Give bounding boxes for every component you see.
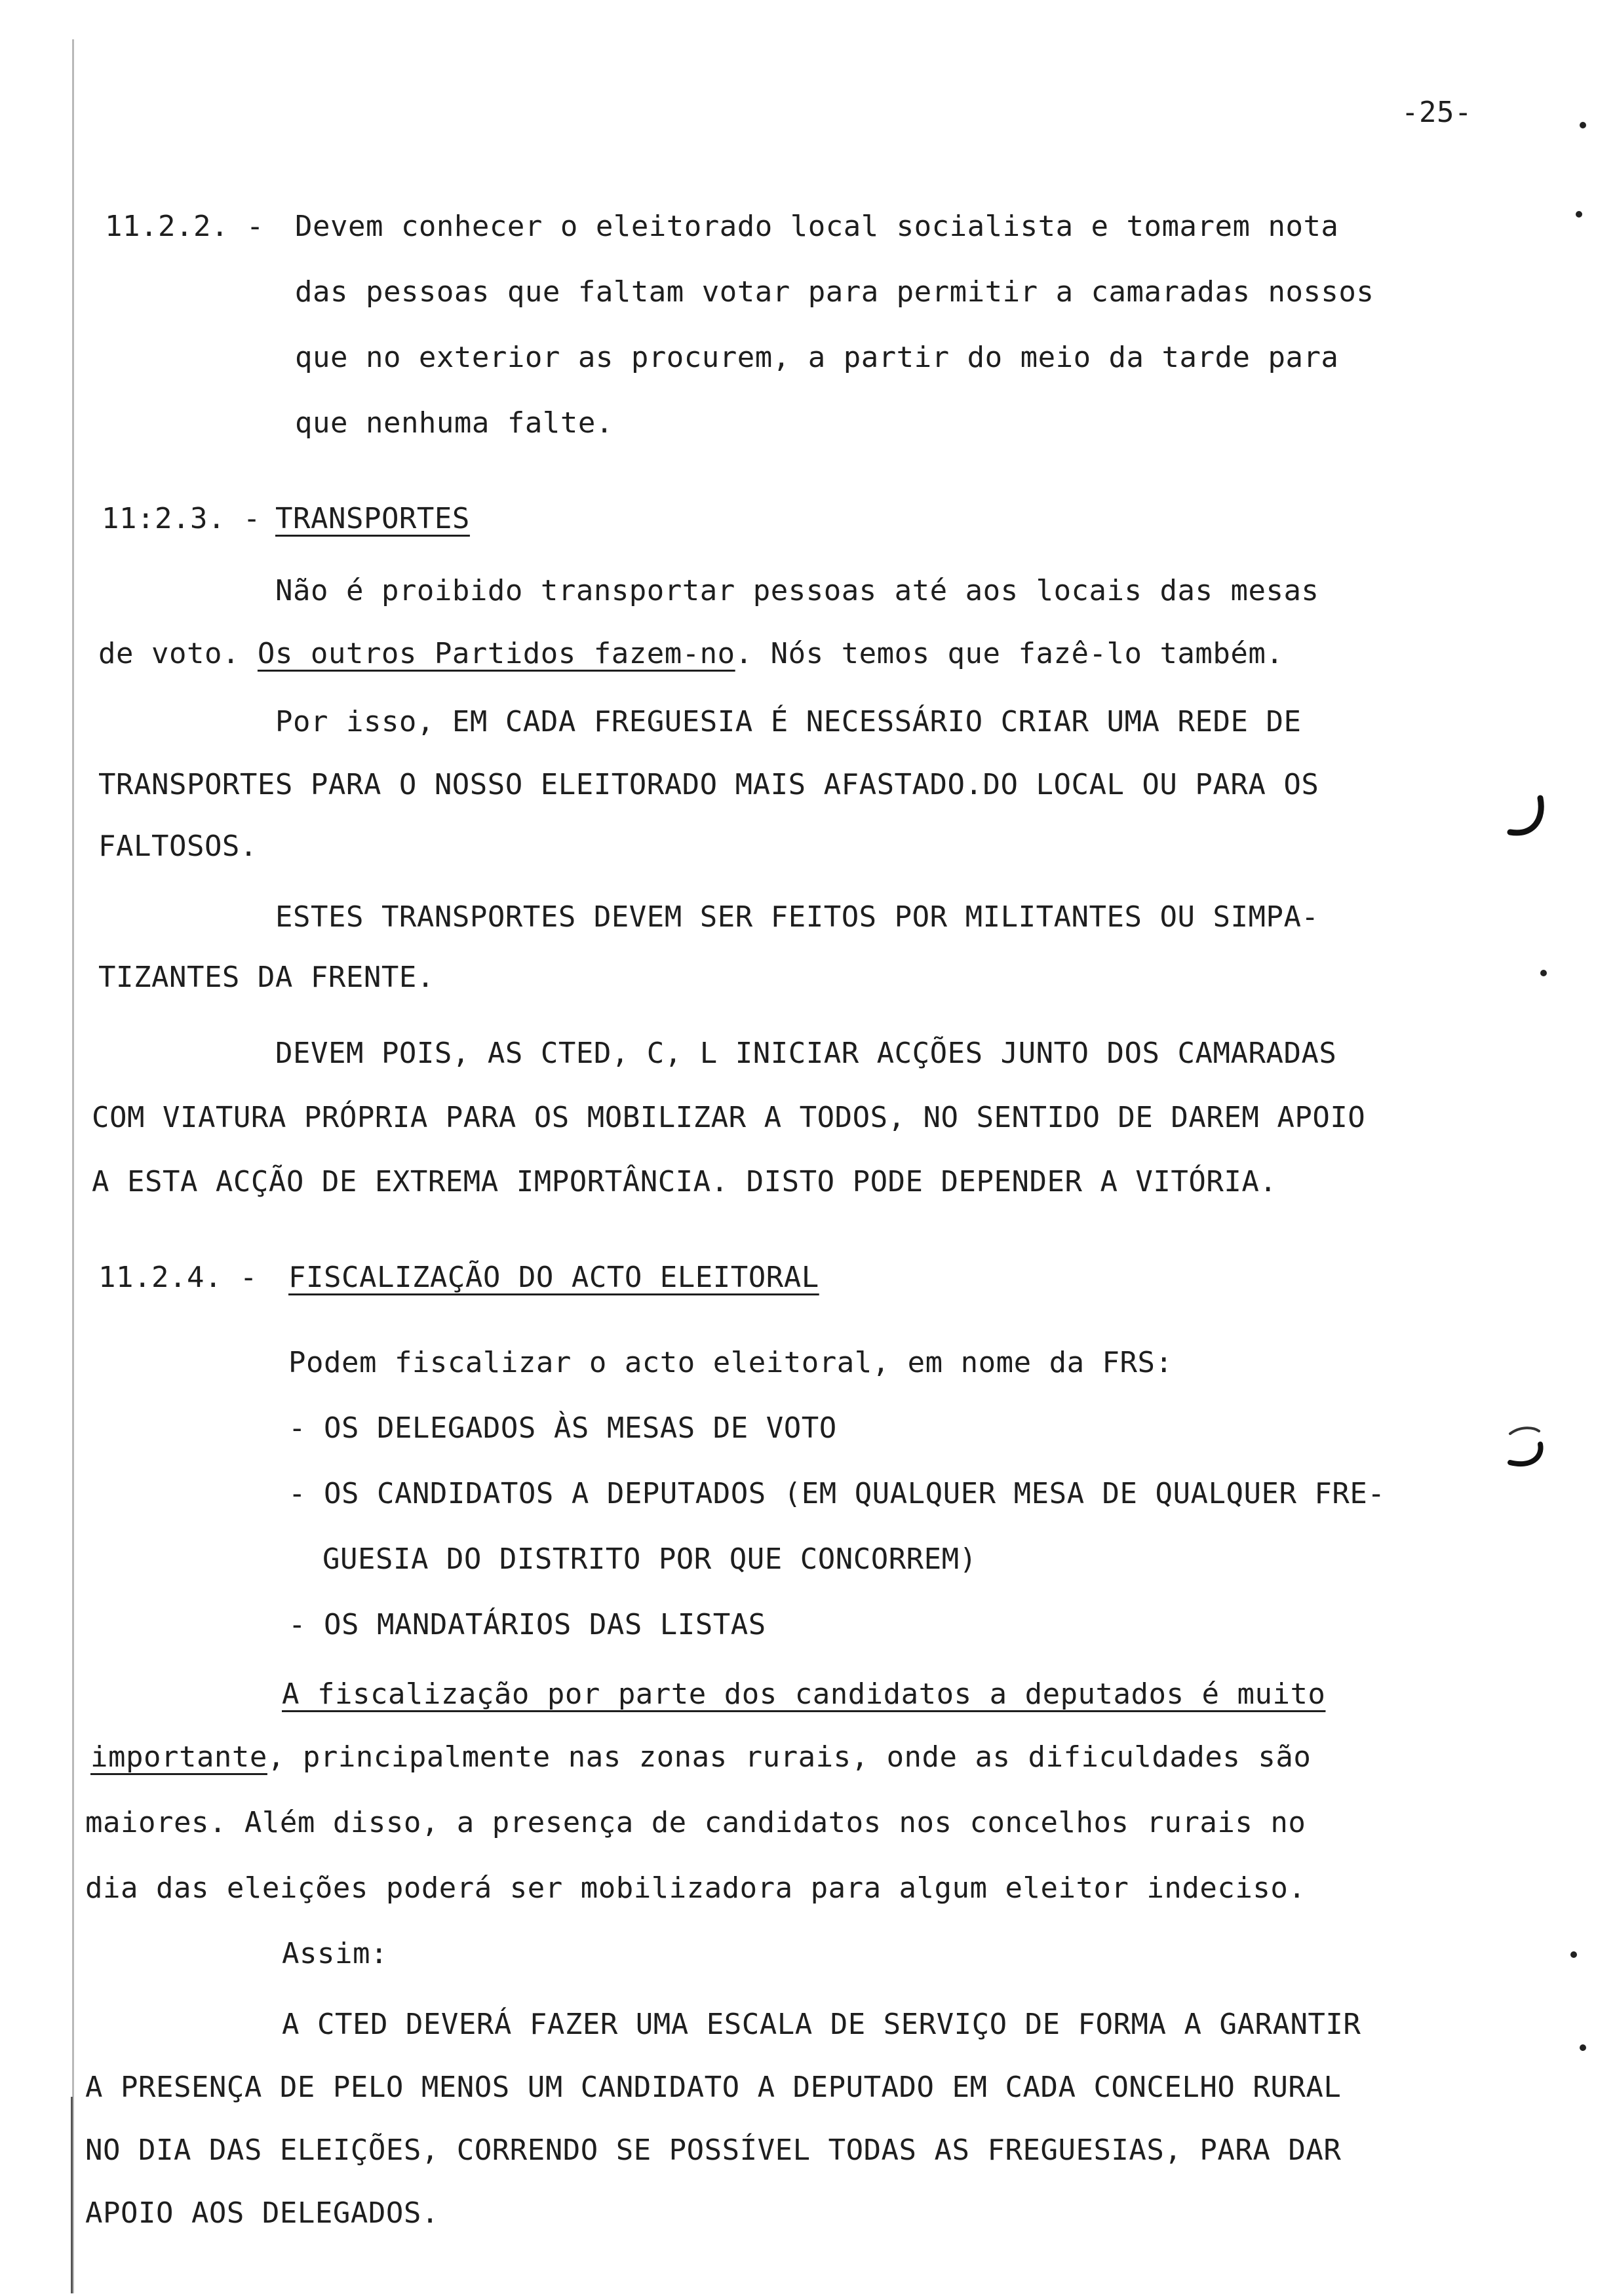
p1-underlined-phrase: Os outros Partidos fazem-no [257, 637, 735, 670]
binder-edge-dark-line [71, 2097, 73, 2293]
section-1122-line-3: que no exterior as procurem, a partir do meio da tarde para [295, 341, 1339, 374]
margin-dot [1576, 211, 1582, 218]
section-1124-p-underlined-line-1: A fiscalização por parte dos candidatos a deputados é muito [282, 1677, 1326, 1711]
section-1122-number: 11.2.2. - [105, 210, 264, 243]
section-1124-intro: Podem fiscalizar o acto eleitoral, em nome da FRS: [288, 1346, 1173, 1379]
section-1123-p4-line-2: COM VIATURA PRÓPRIA PARA OS MOBILIZAR A TODOS, NO SENTIDO DE DAREM APOIO [92, 1101, 1366, 1134]
margin-hook-mark [1501, 1422, 1553, 1474]
list-item-delegados: - OS DELEGADOS ÀS MESAS DE VOTO [288, 1411, 837, 1445]
section-1122-line-1: Devem conhecer o eleitorado local socialista e tomarem nota [295, 210, 1339, 243]
section-1123-p2-line-2: TRANSPORTES PARA O NOSSO ELEITORADO MAIS AFASTADO.DO LOCAL OU PARA OS [98, 768, 1319, 801]
section-1123-p4-line-1: DEVEM POIS, AS CTED, C, L INICIAR ACÇÕES JUNTO DOS CAMARADAS [275, 1037, 1337, 1070]
list-item-candidatos: - OS CANDIDATOS A DEPUTADOS (EM QUALQUER MESA DE QUALQUER FRE- [288, 1477, 1386, 1510]
section-1122-line-2: das pessoas que faltam votar para permitir a camaradas nossos [295, 275, 1374, 309]
binder-edge-line [72, 39, 74, 2293]
section-1123-p2-line-3: FALTOSOS. [98, 830, 258, 863]
section-1124-p-line-3: maiores. Além disso, a presença de candidatos nos concelhos rurais no [85, 1806, 1306, 1839]
final-line-2: A PRESENÇA DE PELO MENOS UM CANDIDATO A DEPUTADO EM CADA CONCELHO RURAL [85, 2071, 1342, 2104]
section-1124-number: 11.2.4. - [98, 1261, 258, 1294]
margin-dot [1540, 970, 1547, 976]
section-1123-p1-line-1: Não é proibido transportar pessoas até aos locais das mesas [275, 574, 1319, 607]
margin-dot [1580, 122, 1586, 128]
margin-hook-mark [1501, 793, 1553, 845]
list-item-mandatarios: - OS MANDATÁRIOS DAS LISTAS [288, 1608, 766, 1641]
underlined-importante: importante [90, 1740, 267, 1774]
p1-line2-end: . Nós temos que fazê-lo também. [735, 637, 1284, 670]
section-1124-p-line-2 [90, 1738, 1311, 1777]
section-1123-p4-line-3: A ESTA ACÇÃO DE EXTREMA IMPORTÂNCIA. DISTO PODE DEPENDER A VITÓRIA. [92, 1165, 1277, 1198]
assim-label: Assim: [282, 1937, 388, 1970]
section-1123-p3-line-1: ESTES TRANSPORTES DEVEM SER FEITOS POR MILITANTES OU SIMPA- [275, 900, 1319, 934]
p1-line2-start: de voto. [98, 637, 258, 670]
final-line-4: APOIO AOS DELEGADOS. [85, 2196, 439, 2230]
section-1124-p-line-4: dia das eleições poderá ser mobilizadora para algum eleitor indeciso. [85, 1871, 1306, 1905]
section-1122-line-4: que nenhuma falte. [295, 406, 613, 440]
final-line-3: NO DIA DAS ELEIÇÕES, CORRENDO SE POSSÍVEL TODAS AS FREGUESIAS, PARA DAR [85, 2133, 1342, 2167]
p-line2-rest: , principalmente nas zonas rurais, onde as dificuldades são [267, 1740, 1312, 1774]
margin-dot [1570, 1951, 1577, 1958]
list-item-candidatos-cont: GUESIA DO DISTRITO POR QUE CONCORREM) [322, 1542, 977, 1576]
section-1123-p2-line-1: Por isso, EM CADA FREGUESIA É NECESSÁRIO CRIAR UMA REDE DE [275, 705, 1302, 738]
margin-dot [1580, 2044, 1586, 2051]
section-1123-p1-line-2 [98, 634, 1283, 674]
section-1124-title: FISCALIZAÇÃO DO ACTO ELEITORAL [288, 1261, 819, 1294]
final-line-1: A CTED DEVERÁ FAZER UMA ESCALA DE SERVIÇO DE FORMA A GARANTIR [282, 2008, 1361, 2041]
page-number: -25- [1401, 96, 1472, 129]
section-1123-p3-line-2: TIZANTES DA FRENTE. [98, 961, 435, 994]
section-1123-title: TRANSPORTES [275, 502, 470, 535]
section-1123-number: 11:2.3. - [102, 502, 261, 535]
